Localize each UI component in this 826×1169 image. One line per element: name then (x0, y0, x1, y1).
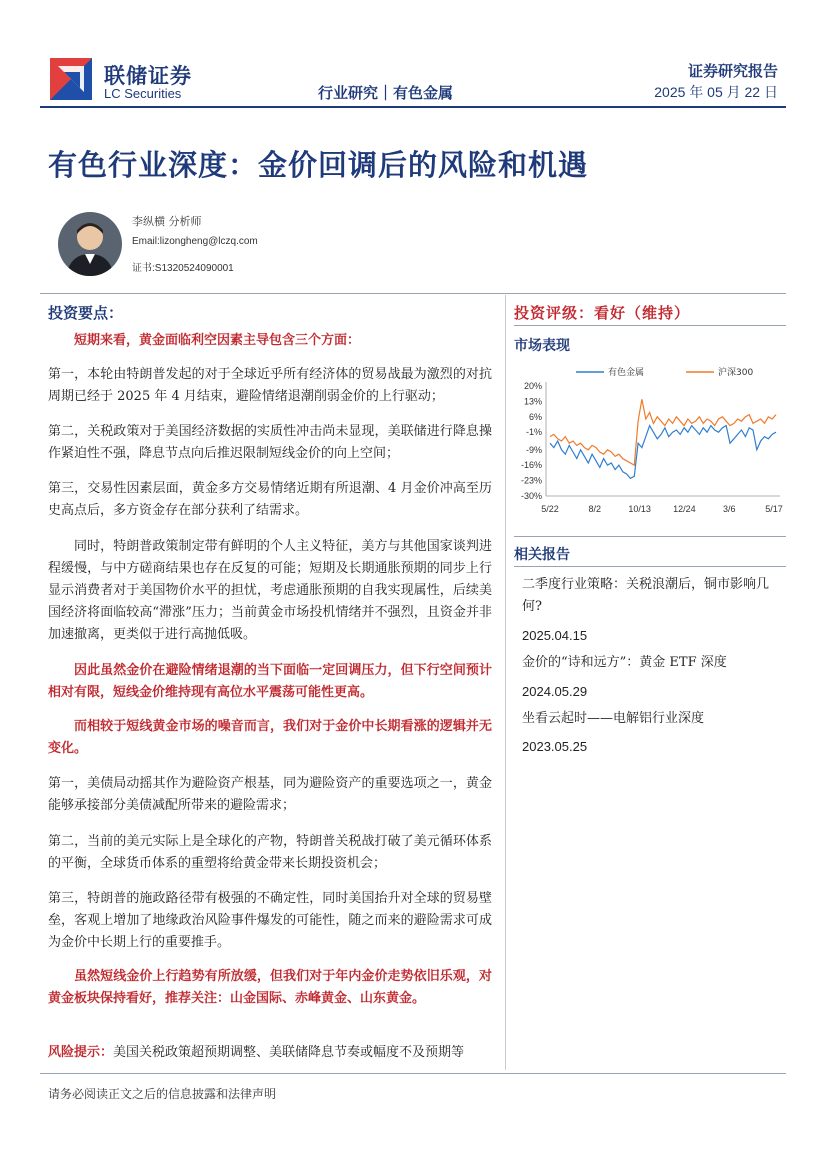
header-divider (40, 106, 786, 108)
y-tick-label: 20% (523, 381, 542, 391)
chart-x-axis (541, 496, 783, 514)
company-name-en: LC Securities (104, 86, 182, 101)
analyst-email[interactable]: Email:lizongheng@lczq.com (132, 236, 258, 247)
related-report-date: 2024.05.29 (522, 684, 588, 699)
related-reports-heading: 相关报告 (514, 547, 570, 563)
y-tick-label: -16% (520, 460, 542, 471)
x-tick-label: 3/6 (722, 504, 736, 514)
risk-text: 美国关税政策超预期调整、美联储降息节奏或幅度不及预期等 (113, 1045, 465, 1060)
para-point-1: 第一，本轮由特朗普发起的对于全球近乎所有经济体的贸易战最为激烈的对抗周期已经于 2025 年 4 月结束，避险情绪退潮削弱金价的上行驱动； (48, 367, 492, 404)
related-report-title[interactable]: 坐看云起时——电解铝行业深度 (522, 711, 705, 726)
para-long-3: 第三，特朗普的施政路径带有极强的不确定性，同时美国抬升对全球的贸易壁垒，客观上增加了地缘政治风险事件爆发的可能性，随之而来的避险需求可成为金价中长期上行的重要推手。 (48, 891, 492, 950)
rating-divider (514, 325, 786, 326)
related-report-title[interactable]: 金价的“诗和远方”：黄金 ETF 深度 (522, 655, 727, 670)
risk-warning (48, 1042, 492, 1064)
market-heading: 市场表现 (514, 338, 570, 354)
analyst-cert: 证书:S1320524090001 (132, 263, 234, 274)
para-long-term: 而相较于短线黄金市场的噪音而言，我们对于金价中长期看涨的逻辑并无变化。 (48, 719, 492, 756)
legend-label: 沪深300 (718, 368, 754, 378)
market-performance-chart (510, 360, 790, 518)
y-tick-label: 13% (523, 396, 542, 407)
y-tick-label: -23% (520, 475, 542, 486)
y-tick-label: -30% (520, 491, 542, 501)
para-long-1: 第一，美债局动摇其作为避险资产根基，同为避险资产的重要选项之一，黄金能够承接部分美债减配所带来的避险需求； (48, 776, 492, 813)
column-divider (505, 295, 506, 1070)
related-report-date: 2025.04.15 (522, 628, 588, 643)
x-tick-label: 5/22 (541, 504, 559, 514)
related-divider-top (514, 536, 786, 537)
para-conclusion-short: 因此虽然金价在避险情绪退潮的当下面临一定回调压力，但下行空间预计相对有限，短线金价维持现有高位水平震荡可能性更高。 (48, 663, 492, 700)
report-date: 2025 年 05 月 22 日 (654, 84, 778, 100)
para-long-2: 第二，当前的美元实际上是全球化的产物，特朗普关税战打破了美元循环体系的平衡，全球货币体系的重塑将给黄金带来长期投资机会； (48, 834, 492, 871)
x-tick-label: 8/2 (588, 504, 602, 514)
risk-label: 风险提示： (48, 1045, 114, 1060)
y-tick-label: -9% (525, 444, 542, 455)
company-name-cn: 联储证券 (104, 64, 192, 88)
footer-divider (40, 1073, 786, 1074)
report-type: 证券研究报告 (687, 62, 778, 80)
investment-rating: 投资评级：看好（维持） (514, 304, 691, 322)
investment-points-heading: 投资要点： (48, 304, 124, 322)
lc-securities-logo-icon (50, 58, 92, 100)
chart-legend (576, 366, 753, 378)
footer-disclaimer: 请务必阅读正文之后的信息披露和法律声明 (48, 1087, 277, 1101)
x-tick-label: 12/24 (673, 504, 696, 514)
series-line (550, 426, 776, 479)
y-tick-label: 6% (528, 411, 542, 422)
x-tick-label: 5/17 (765, 504, 783, 514)
related-report-title[interactable]: 二季度行业策略：关税浪潮后，铜市影响几何? (522, 577, 770, 614)
para-short-term: 短期来看，黄金面临利空因素主导包含三个方面： (74, 333, 361, 348)
chart-lines (550, 399, 776, 478)
para-point-2: 第二，关税政策对于美国经济数据的实质性冲击尚未显现，美联储进行降息操作紧迫性不强，降息节点向后推迟限制短线金价的向上空间； (48, 424, 492, 461)
analyst-avatar (58, 212, 122, 276)
chart-y-axis (521, 381, 546, 501)
para-policy: 同时，特朗普政策制定带有鲜明的个人主义特征，美方与其他国家谈判进程缓慢，与中方磋商结果也存在反复的可能；短期及长期通胀预期的同步上行显示消费者对于美国物价水平的担忧，考虑通胀预期的自我实现属性，后续美国经济将面临较高“滞涨”压力；当前黄金市场投机情绪并不强烈，且资金并非加速撤离，更类似于进行高抛低吸。 (48, 539, 492, 642)
analyst-name: 李纵横 分析师 (132, 215, 202, 228)
legend-label: 有色金属 (608, 368, 645, 378)
report-category: 行业研究｜有色金属 (318, 84, 454, 102)
page-title: 有色行业深度：金价回调后的风险和机遇 (48, 148, 589, 182)
section-divider (40, 293, 786, 294)
x-tick-label: 10/13 (628, 504, 651, 514)
para-recommendation: 虽然短线金价上行趋势有所放缓，但我们对于年内金价走势依旧乐观，对黄金板块保持看好，推荐关注：山金国际、赤峰黄金、山东黄金。 (48, 969, 492, 1006)
related-divider (514, 566, 786, 567)
y-tick-label: -1% (525, 427, 542, 438)
related-report-date: 2023.05.25 (522, 739, 588, 754)
para-point-3: 第三，交易性因素层面，黄金多方交易情绪近期有所退潮、4 月金价冲高至历史高点后，多方资金存在部分获利了结需求。 (48, 481, 492, 518)
